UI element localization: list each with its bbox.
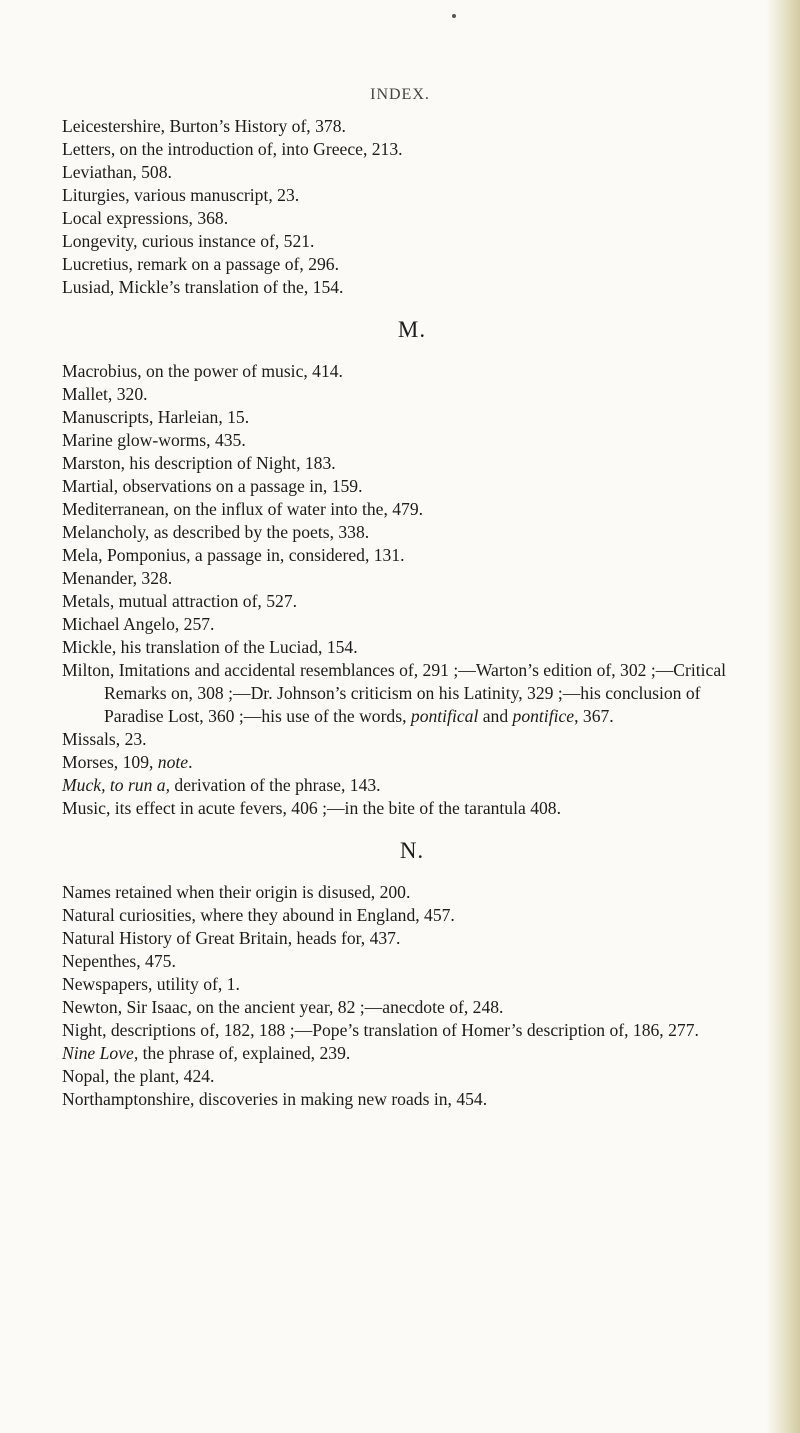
index-entry: Michael Angelo, 257. [62, 614, 215, 634]
index-entry: Morses, 109, note. [62, 752, 193, 772]
index-entry: Music, its effect in acute fevers, 406 ;—in the bite of the tarantula 408. [62, 798, 561, 818]
index-entry: Lucretius, remark on a passage of, 296. [62, 254, 340, 274]
index-entry: Missals, 23. [62, 729, 147, 749]
index-entry: Letters, on the introduction of, into Greece, 213. [62, 139, 403, 159]
index-entry: Leicestershire, Burton’s History of, 378. [62, 116, 346, 136]
ink-speck [452, 14, 456, 18]
index-entry: Nine Love, the phrase of, explained, 239. [62, 1043, 351, 1063]
index-entry: Northamptonshire, discoveries in making new roads in, 454. [62, 1089, 488, 1109]
index-entry: Natural History of Great Britain, heads for, 437. [62, 928, 401, 948]
index-entry: Muck, to run a, derivation of the phrase, 143. [62, 775, 381, 795]
index-body [62, 115, 762, 1111]
index-entry: Marston, his description of Night, 183. [62, 453, 336, 473]
index-entry: Local expressions, 368. [62, 208, 229, 228]
index-entry: Marine glow-worms, 435. [62, 430, 246, 450]
index-entry: Manuscripts, Harleian, 15. [62, 407, 250, 427]
index-entry: Longevity, curious instance of, 521. [62, 231, 315, 251]
index-entry: Nopal, the plant, 424. [62, 1066, 215, 1086]
section-letter-m: M. [397, 317, 427, 342]
index-entry: Menander, 328. [62, 568, 173, 588]
index-entry: Lusiad, Mickle’s translation of the, 154. [62, 277, 344, 297]
index-entry: Mallet, 320. [62, 384, 148, 404]
index-entry: Mela, Pomponius, a passage in, considered, 131. [62, 545, 405, 565]
index-entry: Metals, mutual attraction of, 527. [62, 591, 298, 611]
index-entry: Leviathan, 508. [62, 162, 172, 182]
index-entry: Natural curiosities, where they abound in England, 457. [62, 905, 455, 925]
index-entry: Milton, Imitations and accidental resemblances of, 291 ;—Warton’s edition of, 302 ;—Critical Remarks on, 308 ;—Dr. Johnson’s criticism on his Latinity, 329 ;—his conclusion of Paradise Lost, 360 ;—his use of the words, pontifical and pontifice, 367. [62, 660, 727, 726]
section-letter-n: N. [399, 838, 425, 863]
index-entry: Liturgies, various manuscript, 23. [62, 185, 300, 205]
page-header: INDEX. [370, 86, 430, 103]
index-entry: Nepenthes, 475. [62, 951, 176, 971]
index-entry: Names retained when their origin is disused, 200. [62, 882, 411, 902]
page-edge-shadow [766, 0, 800, 1433]
index-entry: Martial, observations on a passage in, 159. [62, 476, 363, 496]
index-entry: Macrobius, on the power of music, 414. [62, 361, 343, 381]
index-entry: Newton, Sir Isaac, on the ancient year, 82 ;—anecdote of, 248. [62, 997, 504, 1017]
index-entry: Mediterranean, on the influx of water into the, 479. [62, 499, 424, 519]
index-entry: Melancholy, as described by the poets, 338. [62, 522, 370, 542]
index-entry: Mickle, his translation of the Luciad, 154. [62, 637, 358, 657]
index-entry: Newspapers, utility of, 1. [62, 974, 240, 994]
index-entry: Night, descriptions of, 182, 188 ;—Pope’s translation of Homer’s description of, 186, 277. [62, 1020, 699, 1040]
